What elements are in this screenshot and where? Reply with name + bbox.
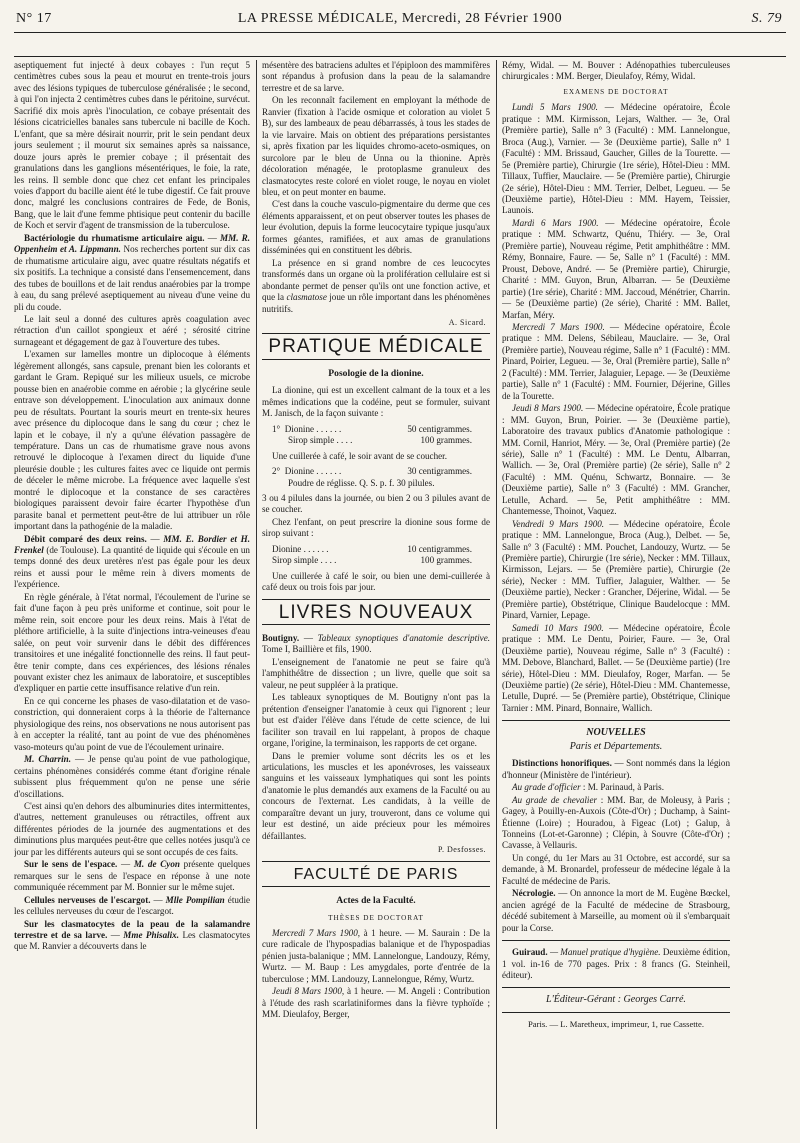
italic-term: Au grade d'officier bbox=[512, 782, 581, 793]
subsection-label: EXAMENS DE DOCTORAT bbox=[563, 87, 669, 96]
paragraph-text: — Médecine opératoire, École pratique : MM. Kirmisson, Lejars, Walther. — 3e, Oral (Première partie), Salle n° 3 (Faculté) : MM. Lannelongue, Broca (Aug.), Varnier. — 3e (Deuxième partie), Salle n° 1 (Faculté) : MM. Brissaud, Gaucher, Gilles de la Tourette. — 5e (Première partie), Chirurgie (1re série), Hôtel-Dieu : MM. Tillaux, Tuffier, Mauclaire. — 5e (Première partie), Chirurgie (2e série), Hôtel-Dieu : MM. Terrier, Delbet, Legueu. — 5e (Deuxième partie), Hôtel-Dieu : MM. Hayem, Teissier, Launois. bbox=[502, 102, 730, 216]
paragraph: L'examen sur lamelles montre un diplocoque à éléments légèrement allongés, sans capsule, prenant bien les colorants et gardant le Gram. Repiqué sur les milieux usuels, ce microbe pousse bien en anaérobie comme en aérobie ; la glycérine seule entrave son développement. L'inoculation aux animaux donne peu de résultats. Pourtant la souris meurt en trente-six heures avec présence du diplocoque dans le sang du cœur ; chez le lapin et le cobaye, il n'y a qu'une élévation passagère de température. Dans un cas de rhumatisme grave nous avons retrouvé le diplocoque à l'examen direct du liquide d'une pleurésie double ; les cultures faites avec ce liquide ont permis de déceler le même microbe. La fréquence avec laquelle s'est montré le diplocoque et la constance de ses caractères biologiques paraissent devoir faire écarter l'hypothèse d'un parasite banal et permettent peut-être de lui attribuer un rôle important dans la pathogénie de la maladie. bbox=[14, 349, 250, 532]
section-title-livres: LIVRES NOUVEAUX bbox=[262, 599, 490, 625]
italic-term: Au grade de chevalier bbox=[512, 794, 598, 805]
news-heading: Nécrologie. bbox=[512, 888, 556, 899]
paragraph-text: (de Toulouse). La quantité de liquide qui s'écoule en un temps donné des deux uretères n'est pas égale pour les deux reins et aussi pour le même rein à divers moments de l'expérience. bbox=[14, 545, 250, 590]
news-item bbox=[502, 888, 730, 934]
journal-title: LA PRESSE MÉDICALE, Mercredi, 28 Février 1900 bbox=[237, 11, 563, 26]
header-rule bbox=[14, 32, 786, 33]
section-title-nouvelles: NOUVELLES bbox=[586, 727, 646, 739]
paragraph-text: Je pense qu'au point de vue pathologique, certains phénomènes considérés comme étant d'origine rénale subissent plus fréquemment qu'on ne pense une série d'oscillations. bbox=[14, 754, 250, 799]
prescription-1 bbox=[272, 424, 490, 447]
paragraph: Sur les clasmatocytes de la peau de la salamandre terrestre et de sa larve. — Mme Phisalix. Les clasmatocytes que M. Ranvier a découverts dans le bbox=[14, 918, 250, 952]
divider bbox=[502, 987, 730, 988]
paragraph bbox=[262, 258, 490, 315]
dosage-note: 3 ou 4 pilules dans la journée, ou bien 2 ou 3 pilules avant de se coucher. bbox=[262, 492, 490, 515]
section-heading: Débit comparé des deux reins. bbox=[24, 533, 147, 544]
author-name: M. Charrin. bbox=[24, 754, 71, 765]
paragraph: Chez l'enfant, on peut prescrire la dionine sous forme de sirop suivant : bbox=[262, 516, 490, 539]
author-name: Mlle Pompilian bbox=[165, 894, 225, 905]
news-heading: Distinctions honorifiques. bbox=[512, 758, 612, 769]
date: Samedi 10 Mars 1900. bbox=[512, 622, 604, 633]
signature: P. Desfosses. bbox=[437, 845, 486, 855]
news-item bbox=[502, 795, 730, 852]
book-title: Tableaux synoptiques d'anatomie descriptive. bbox=[317, 633, 490, 644]
section-heading: Sur les clasmatocytes de la peau de la salamandre terrestre et de sa larve. bbox=[14, 918, 250, 940]
paragraph-text: à 1 heure. — M. Saurain : De la cure radicale de l'hypospadias balanique et de l'hypospadias pénien justa-balanique ; MM. Lannelongue, Landouzy, Rémy, Wurtz. — M. Baup : Les amygdales, porte d'entrée de la tuberculose ; MM. Landouzy, Lannelongue, Rémy, Wurtz. bbox=[262, 928, 490, 984]
section-title-faculte: FACULTÉ DE PARIS bbox=[262, 861, 490, 887]
prescription-number: 2° bbox=[272, 466, 281, 477]
ingredient: Poudre de réglisse. Q. S. p. f. 30 pilules. bbox=[288, 477, 435, 488]
prescription-number: 1° bbox=[272, 423, 281, 434]
paragraph bbox=[262, 928, 490, 985]
author-name: M. de Cyon bbox=[133, 859, 180, 870]
paragraph: Le lait seul a donné des cultures après coagulation avec rétraction d'un caillot spongieux et aéré ; sérosité citrine surnageant et dégagement de gaz à l'ouverture des tubes. bbox=[14, 313, 250, 347]
subsection-title: Posologie de la dionine. bbox=[328, 367, 424, 379]
date: Jeudi 8 Mars 1900. bbox=[512, 403, 584, 414]
printer-line: Paris. — L. Maretheux, imprimeur, 1, rue Cassette. bbox=[527, 1018, 705, 1029]
news-item: Un congé, du 1er Mars au 31 Octobre, est accordé, sur sa demande, à M. Bronardel, professeur de médecine légale à la Faculté de médecine de Paris. bbox=[502, 852, 730, 886]
section-heading: Sur le sens de l'espace. bbox=[24, 859, 118, 870]
ingredient: Dionine . . . . . . bbox=[284, 423, 342, 434]
paragraph: Rémy, Widal. — M. Bouver : Adénopathies tuberculeuses chirurgicales : MM. Berger, Dieulafoy, Rémy, Widal. bbox=[502, 60, 730, 82]
paragraph: L'enseignement de l'anatomie ne peut se faire qu'à l'amphithéâtre de dissection ; un livre, quelle que soit sa valeur, ne peut suppléer à la pratique. bbox=[262, 656, 490, 690]
author-name: Mme Phisalix. bbox=[123, 929, 180, 940]
paragraph: M. Charrin. — Je pense qu'au point de vue pathologique, certains phénomènes considérés comme étant d'origine rénale subissent plus fréquemment qu'on ne pense une série d'oscillations. bbox=[14, 754, 250, 799]
prescription-3 bbox=[272, 544, 490, 567]
author-name: MM. E. Bordier et H. Frenkel bbox=[14, 533, 250, 556]
dose: 100 grammes. bbox=[420, 435, 472, 446]
exam-entry bbox=[502, 623, 730, 715]
news-item bbox=[502, 782, 730, 793]
paragraph-text: étudie les cellules nerveuses du cœur de l'escargot. bbox=[14, 894, 250, 917]
dosage-note: Une cuillerée à café, le soir avant de se coucher. bbox=[272, 450, 447, 461]
paragraph: Débit comparé des deux reins. — MM. E. Bordier et H. Frenkel (de Toulouse). La quantité de liquide qui s'écoule en un temps donné des deux uretères n'est pas égale pour les deux reins et aussi pour le même rein à divers moments de l'expérience. bbox=[14, 533, 250, 590]
paragraph-text: Les clasmatocytes que M. Ranvier a découverts dans le bbox=[14, 929, 250, 952]
paragraph-text: à 1 heure. — M. Angeli : Contribution à l'étude des rash scarlatiniformes dans la fièvre typhoïde ; MM. Dieulafoy, Berger, bbox=[262, 986, 490, 1020]
date: Jeudi 8 Mars 1900, bbox=[272, 986, 345, 997]
paragraph-text: — Médecine opératoire, École pratique : MM. Lannelongue, Broca (Aug.), Delbet. — 5e, Salle n° 3 (Faculté) : MM. Pouchet, Landouzy, Wurtz. — 5e (Première partie), Chirurgie (1re série), Necker : MM. Tillaux, Kirmisson, Lejars. — 5e (Première partie), Chirurgie (2e série), Necker : MM. Tuffier, Jalaguier, Walther. — 5e (Deuxième partie), Necker : Grancher, Déjerine, Widal. — 5e (Première partie), Obstétrique, Clinique Baudelocque : MM. Pinard, Varnier, Lepage. bbox=[502, 518, 730, 621]
paragraph-text: La présence en si grand nombre de ces leucocytes transformés dans un organe où la prolifération cellulaire est si abondante permet de penser qu'ils ont une fonction active, et que la bbox=[262, 257, 490, 303]
editor-line: L'Éditeur-Gérant : Georges Carré. bbox=[546, 994, 686, 1006]
paragraph: En ce qui concerne les phases de vaso-dilatation et de vaso-constriction, qui donneraient corps à la théorie de l'alternance physiologique des reins, nos observations ne nous autorisent pas à en accepter la réalité, tant au point de vue des phénomènes vaso-moteurs qu'au point de vue de l'écoulement urinaire. bbox=[14, 695, 250, 752]
paragraph-text: — Médecine opératoire, École pratique : MM. Guyon, Brun, Poirier. — 3e (Deuxième partie), Laboratoire des travaux publics d'Anatomie pathologique : MM. Cornil, Hanriot, Méry. — 3e, Oral (Première partie) (2e série), Salle n° 1 (Faculté) : MM. Le Dentu, Albarran, Wallich. — 3e, Oral (Première partie) (2e série), Salle n° 2 (Faculté) : MM. Quénu, Schwartz, Bonnaire. — 3e (Deuxième partie), Salle n° 3 (Faculté) : MM. Grancher, Letulle, Achard. — 5e, Petit amphithéâtre : MM. Chantemesse, Thoinot, Vaquez. bbox=[502, 403, 730, 517]
paragraph-text: : MM. Bar, de Moleusy, à Paris ; Gagey, à Pouilly-en-Auxois (Côte-d'Or) ; Duchamp, à Saint-Étienne (Loire) ; Houradou, à Figeac (Lot) ; Galup, à Tonneins (Lot-et-Garonne) ; Clépin, à Souvre (Côte-d'Or) ; Cavasse, à Vellauris. bbox=[502, 794, 730, 851]
column-2 bbox=[262, 60, 490, 1131]
paragraph: La dionine, qui est un excellent calmant de la toux et a les mêmes indications que la codéine, peut se formuler, suivant M. Janisch, de la façon suivante : bbox=[262, 385, 490, 419]
date: Mardi 6 Mars 1900. bbox=[512, 217, 599, 228]
section-title-pratique: PRATIQUE MÉDICALE bbox=[262, 333, 490, 359]
paragraph: Bactériologie du rhumatisme articulaire aigu. — MM. R. Oppenheim et A. Lippmann. Nos recherches portent sur dix cas de rhumatisme articulaire aigu, avec quatre résultats négatifs et six positifs. La technique a consisté dans l'ensemencement, dans des tubes de bouillons et de lait rendus anaérobies par la trompe à eau, du sang prélevé aseptiquement au niveau d'une veine du pli du coude. bbox=[14, 232, 250, 312]
subsection-title: Actes de la Faculté. bbox=[336, 895, 416, 907]
divider bbox=[502, 940, 730, 941]
paragraph-text: présente quelques remarques sur le sens de l'espace en réponse à une note communiquée récemment par M. Bonnier sur le même sujet. bbox=[14, 859, 250, 893]
ingredient: Dionine . . . . . . bbox=[272, 543, 329, 554]
page-number: S. 79 bbox=[751, 11, 782, 26]
section-heading: Cellules nerveuses de l'escargot. bbox=[24, 894, 151, 905]
dosage-note: Une cuillerée à café le soir, ou bien une demi-cuillerée à café deux ou trois fois par jour. bbox=[262, 570, 490, 593]
exam-entry bbox=[502, 218, 730, 321]
subsection-label: THÈSES DE DOCTORAT bbox=[328, 913, 424, 922]
paragraph-text: — Sont nommés dans la légion d'honneur (Ministère de l'intérieur). bbox=[502, 758, 730, 780]
news-item bbox=[502, 758, 730, 781]
paragraph: On les reconnaît facilement en employant la méthode de Ranvier (fixation à l'acide osmique et coloration au violet 5 B), sur des lambeaux de peau débarrassés, à tous les stades de la vie larvaire. Mais on obtient des préparations persistantes si, après fixation par les liquides chromo-aceto-osmiques, on surcolore par le bleu de Unna ou la thionine. Après décoloration ménagée, le protoplasme granuleux des clasmatocytes reste coloré en violet rouge, le noyau en violet bleu, et on peut monter en baume. bbox=[262, 95, 490, 197]
ingredient: Sirop simple . . . . bbox=[288, 435, 353, 446]
paragraph: C'est ainsi qu'en dehors des albuminuries dites intermittentes, d'autres, nettement granuleuses ou rétractiles, offrent aux différentes périodes de la journée des augmentations et des diminutions plus marquées peut-être que celles notées jusqu'à ce jour par les différents auteurs qui se sont occupés de ces faits. bbox=[14, 801, 250, 857]
italic-term: clasmatose bbox=[286, 292, 327, 303]
header-rule-lower bbox=[14, 56, 786, 57]
exam-entry bbox=[502, 403, 730, 518]
paragraph: En règle générale, à l'état normal, l'écoulement de l'urine se fait d'une façon à peu près uniforme et continue, soit pour le même rein, soit encore pour les deux reins. Mais à l'état de pléthore artificielle, à la suite d'injections intra-veineuses d'eau salée, on peut voir survenir dans le débit des différences transitoires et une inégalité fonctionnelle des reins. Il faut peut-être tenir compte, dans ces expériences, des lésions rénales pouvant exister chez les animaux de laboratoire, et susceptibles d'expliquer en partie cette insuffisance relative d'un rein. bbox=[14, 591, 250, 694]
exam-entry bbox=[502, 102, 730, 217]
paragraph-text: : M. Parinaud, à Paris. bbox=[582, 782, 664, 793]
signature: A. Sicard. bbox=[448, 317, 486, 327]
paragraph: mésentère des batraciens adultes et l'épiploon des mammifères sont répandus à profusion dans la peau de la salamandre terrestre et de sa larve. bbox=[262, 60, 490, 93]
author-name: MM. R. Oppenheim et A. Lippmann. bbox=[14, 232, 250, 255]
paragraph: Sur le sens de l'espace. — M. de Cyon présente quelques remarques sur le sens de l'espace en réponse à une note communiquée récemment par M. Bonnier sur le même sujet. bbox=[14, 859, 250, 893]
section-heading: Bactériologie du rhumatisme articulaire aigu. bbox=[24, 232, 205, 243]
book-entry bbox=[502, 947, 730, 981]
paragraph: Cellules nerveuses de l'escargot. — Mlle Pompilian étudie les cellules nerveuses du cœur de l'escargot. bbox=[14, 894, 250, 917]
divider bbox=[502, 720, 730, 721]
ingredient: Sirop simple . . . . bbox=[272, 555, 337, 566]
paragraph-text: — Médecine opératoire, École pratique : MM. Schwartz, Quénu, Thiéry. — 3e, Oral (Première partie), Nouveau régime, Petit amphithéâtre : MM. Rémy, Bonnaire, Faure. — 5e, Salle n° 1 (Faculté) : MM. Proust, Debove, André. — 5e (Première partie), Chirurgie, Charité : MM. Guyon, Brun, Albarran. — 5e (Deuxième partie) (1re série), Charité : MM. Jaccoud, Ménétrier, Charrin. — 5e (Deuxième partie) (2e série), Charité : MM. Ballet, Marfan, Méry. bbox=[502, 217, 730, 320]
subsection-title: Paris et Départements. bbox=[569, 740, 663, 752]
column-divider bbox=[496, 60, 497, 1129]
paragraph: Les tableaux synoptiques de M. Boutigny n'ont pas la prétention d'enseigner l'anatomie à ceux qui l'ignorent ; leur but est d'aider l'élève dans l'étude de cette science, de lui faciliter son travail en lui rappelant, à propos de chaque organe, l'origine, la terminaison, les rapports de cet organe. bbox=[262, 692, 490, 749]
publisher: Tome I, Baillière et fils, 1900. bbox=[262, 644, 372, 655]
paragraph: aseptiquement fut injecté à deux cobayes : l'un reçut 5 centimètres cubes sous la peau et mourut en trente-trois jours avec des lésions typiques de tuberculose généralisée ; le second, à qui l'on injecta 2 centimètres cubes dans le péritoine, survécut. Sacrifié dix mois après l'inoculation, ce cobaye présentait des lésions cicatricielles banales sans tubercule ni bacille de Koch. L'enfant, que sa mère désirait nourrir, prit le sein pendant deux jours seulement ; il mourut six semaines après sa naissance, douze jours après le premier cobaye ; il présentait des granulations dans les ganglions mésentériques, le foie, la rate, les reins. Il semble donc que chez cet enfant les principales voies d'apport du bacille aient été le tube digestif. Ce fait prouve donc, malgré les conclusions contraires de Fede, de Bonis, Bang, que le lait d'une femme phtisique peut contenir du bacille de Koch et servir d'agent de transmission de la tuberculose. bbox=[14, 60, 250, 231]
paragraph: C'est dans la couche vasculo-pigmentaire du derme que ces éléments apparaissent, et on peut observer toutes les phases de leur évolution, depuis la forme leucocytaire typique jusqu'aux formes géantes, ramifiées, et aux amas de granulations disséminées qui en constituent les débris. bbox=[262, 199, 490, 256]
column-1 bbox=[14, 60, 250, 1131]
book-title: — Manuel pratique d'hygiène. bbox=[549, 947, 661, 958]
dose: 50 centigrammes. bbox=[407, 423, 472, 434]
divider bbox=[502, 1012, 730, 1013]
ingredient: Dionine . . . . . . bbox=[284, 466, 342, 477]
paragraph-text: — Médecine opératoire, École pratique : MM. Le Dentu, Poirier, Faure. — 3e, Oral (Deuxième partie), Nouveau régime, Salle n° 3 (Faculté) : MM. Debove, Blanchard, Ballet. — 5e (Deuxième partie) (1re série), Hôtel-Dieu : MM. Dieulafoy, Roger, Marfan. — 5e (Deuxième partie) (2e série), Hôtel-Dieu : MM. Chantemesse, Letulle, Dupré. — 5e (Première partie), Obstétrique, Clinique Tarnier : MM. Pinard, Bonnaire, Wallich. bbox=[502, 622, 730, 713]
dose: 100 grammes. bbox=[420, 555, 472, 566]
paragraph-text: — On annonce la mort de M. Eugène Bœckel, ancien agrégé de la Faculté de médecine de Strasbourg, décédé subitement à Marseille, au moment où il s'embarquait pour la Corse. bbox=[502, 888, 730, 933]
date: Lundi 5 Mars 1900. bbox=[512, 102, 598, 113]
author-name: Boutigny. bbox=[262, 633, 300, 644]
date: Mercredi 7 Mars 1900. bbox=[512, 321, 605, 332]
paragraph-text: Deuxième édition, 1 vol. in-16 de 770 pages. Prix : 8 francs (G. Steinheil, éditeur). bbox=[502, 947, 730, 980]
paragraph: Dans le premier volume sont décrits les os et les articulations, les muscles et les aponévroses, les vaisseaux sanguins et les vaisseaux lymphatiques qui sont les points d'anatomie le plus demandés aux examens de la Faculté ou au concours de l'externat. Les candidats, à la veille de comparaître devant un jury, trouveront, dans ce volume qui leur est destiné, un aide précieux pour les mémoires défaillantes. bbox=[262, 750, 490, 841]
exam-entry bbox=[502, 322, 730, 402]
paragraph-text: joue un rôle important dans les phénomènes nutritifs. bbox=[262, 292, 490, 314]
date: Mercredi 7 Mars 1900, bbox=[272, 928, 361, 938]
paragraph-text: — Médecine opératoire, École pratique : MM. Delens, Sébileau, Mauclaire. — 3e, Oral (Première partie), Nouveau régime, Salle n° 1 (Faculté) : MM. Pinard, Poirier, Legueu. — 3e, Oral (Première partie), Salle n° 2 (Faculté) : MM. Terrier, Jalaguier, Lepage. — 3e (Deuxième partie), Salle n° 1 (Faculté) : MM. Fournier, Déjerine, Gilles de la Tourette. bbox=[502, 321, 730, 401]
column-divider bbox=[256, 60, 257, 1129]
book-entry: Boutigny. — Tableaux synoptiques d'anatomie descriptive. Tome I, Baillière et fils, 1900. bbox=[262, 633, 490, 655]
author-name: Guiraud. bbox=[512, 947, 548, 958]
dose: 10 centigrammes. bbox=[407, 543, 472, 554]
exam-entry bbox=[502, 519, 730, 622]
issue-number: N° 17 bbox=[16, 11, 52, 26]
paragraph-text: Nos recherches portent sur dix cas de rhumatisme articulaire aigu, avec quatre résultats négatifs et six positifs. La technique a consisté dans l'ensemencement, dans des tubes de bouillons et de lait rendus anaérobies par la trompe à eau, du sang prélevé aseptiquement au niveau d'une veine du pli du coude. bbox=[14, 244, 250, 312]
prescription-2 bbox=[272, 466, 490, 489]
page-header bbox=[14, 8, 786, 30]
paragraph bbox=[262, 986, 490, 1020]
date: Vendredi 9 Mars 1900. bbox=[512, 518, 605, 529]
dose: 30 centigrammes. bbox=[407, 466, 472, 477]
column-3 bbox=[502, 60, 730, 1131]
